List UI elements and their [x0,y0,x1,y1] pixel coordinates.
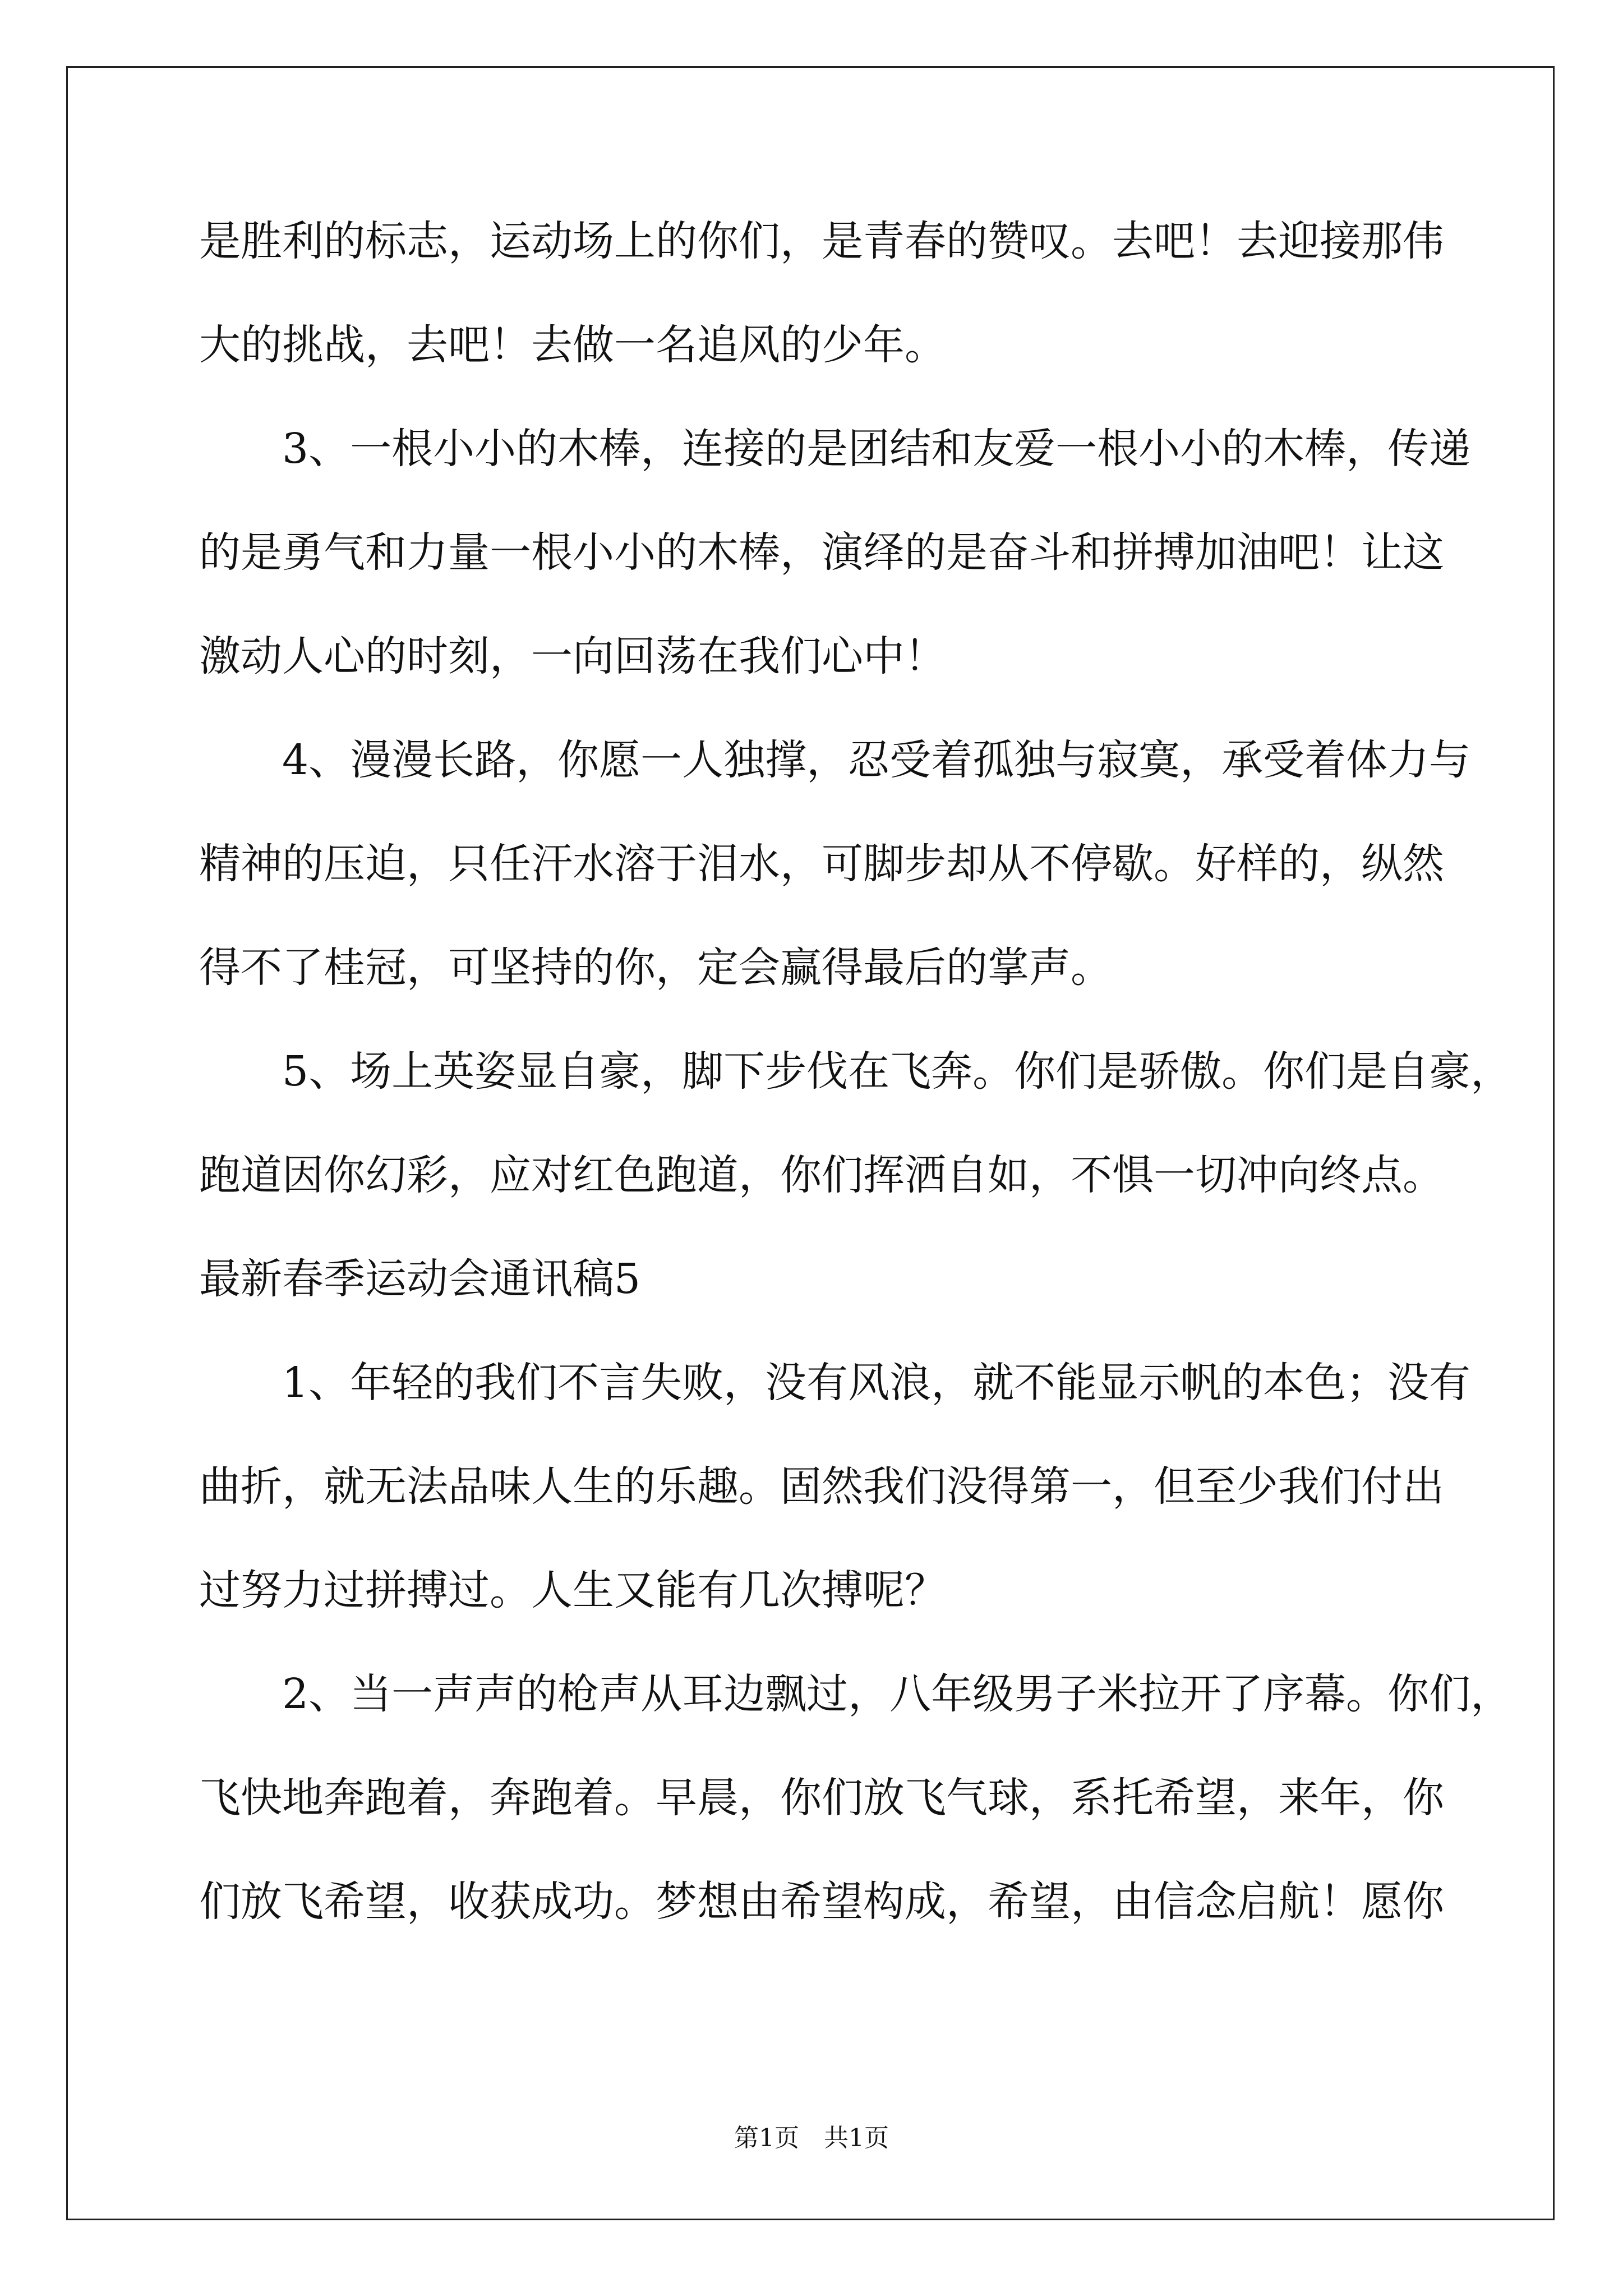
text-line: 过努力过拼搏过。人生又能有几次搏呢？ [199,1566,946,1614]
text-line: 大的挑战，去吧！去做一名追风的少年。 [199,321,946,369]
text-line: 精神的压迫，只任汗水溶于泪水，可脚步却从不停歇。好样的，纵然 [199,840,1444,888]
text-line: 曲折，就无法品味人生的乐趣。固然我们没得第一，但至少我们付出 [199,1462,1444,1511]
text-line: 的是勇气和力量一根小小的木棒，演绎的是奋斗和拼搏加油吧！让这 [199,528,1444,577]
text-line: 5、场上英姿显自豪，脚下步伐在飞奔。你们是骄傲。你们是自豪， [282,1047,1513,1096]
document-body [199,213,1513,1977]
text-line: 2、当一声声的枪声从耳边飘过，八年级男子米拉开了序幕。你们， [282,1670,1513,1718]
text-line: 得不了桂冠，可坚持的你，定会赢得最后的掌声。 [199,944,1112,992]
text-line: 4、漫漫长路，你愿一人独撑，忍受着孤独与寂寞，承受着体力与 [282,736,1471,784]
text-line: 们放飞希望，收获成功。梦想由希望构成，希望，由信念启航！愿你 [199,1878,1444,1926]
text-line: 1、年轻的我们不言失败，没有风浪，就不能显示帆的本色；没有 [282,1359,1471,1407]
text-line: 激动人心的时刻，一向回荡在我们心中！ [199,632,946,680]
text-line: 3、一根小小的木棒，连接的是团结和友爱一根小小的木棒，传递 [282,425,1471,473]
text-line: 是胜利的标志，运动场上的你们，是青春的赞叹。去吧！去迎接那伟 [199,217,1444,265]
text-line: 跑道因你幻彩，应对红色跑道，你们挥洒自如，不惧一切冲向终点。 [199,1151,1444,1199]
page-footer: 第1页 共1页 [734,2124,889,2152]
text-line: 最新春季运动会通讯稿5 [199,1255,641,1303]
text-line: 飞快地奔跑着，奔跑着。早晨，你们放飞气球，系托希望，来年，你 [199,1774,1444,1822]
